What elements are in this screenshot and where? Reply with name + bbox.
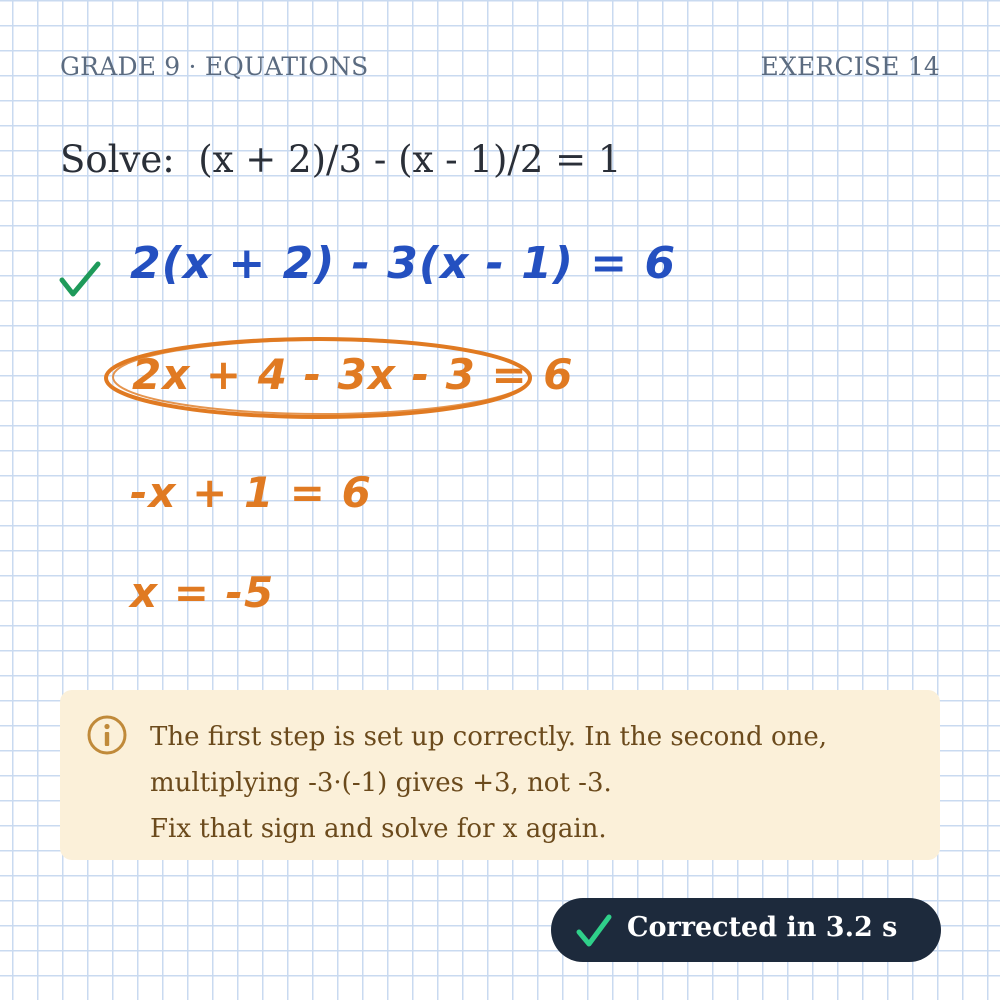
corrected-time-text: Corrected in 3.2 s (627, 912, 898, 943)
feedback-line: Fix that sign and solve for x again. (150, 814, 607, 844)
corrected-time-badge (551, 898, 941, 962)
solution-step-4: x = -5 (130, 568, 275, 617)
problem-statement: Solve: (x + 2)/3 - (x - 1)/2 = 1 (60, 138, 622, 181)
info-icon (86, 714, 128, 756)
solution-step-3: -x + 1 = 6 (130, 468, 372, 517)
solution-step-1: 2(x + 2) - 3(x - 1) = 6 (130, 238, 677, 289)
grade-topic-label: GRADE 9 · EQUATIONS (60, 52, 369, 81)
check-icon (575, 912, 613, 950)
feedback-panel (60, 690, 940, 860)
solution-step-2: 2x + 4 - 3x - 3 = 6 (132, 350, 574, 399)
exercise-number-label: EXERCISE 14 (760, 52, 940, 81)
feedback-text (150, 714, 827, 852)
feedback-line: multiplying -3·(-1) gives +3, not -3. (150, 768, 612, 798)
step-correct-check-icon (58, 258, 102, 302)
feedback-line: The first step is set up correctly. In the second one, (150, 722, 827, 752)
